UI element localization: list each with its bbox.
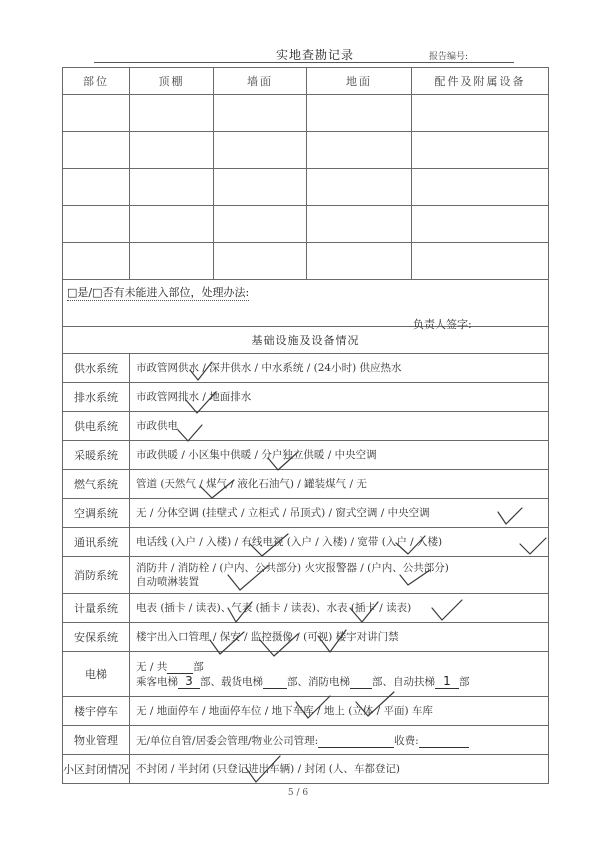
empty-cell[interactable] <box>63 95 130 132</box>
column-header-floor: 地面 <box>307 68 412 95</box>
passenger-elevator-count[interactable]: 3 <box>178 674 200 689</box>
empty-cell[interactable] <box>412 169 549 206</box>
survey-blank-row <box>63 169 549 206</box>
column-header-fittings: 配件及附属设备 <box>412 68 549 95</box>
empty-cell[interactable] <box>130 95 214 132</box>
infra-value[interactable]: 市政管网供水 / 深井供水 / 中水系统 / (24小时) 供应热水 <box>130 354 549 383</box>
infra-label: 安保系统 <box>63 623 130 652</box>
property-fee-label: 收费: <box>394 734 419 747</box>
empty-cell[interactable] <box>307 95 412 132</box>
infra-value[interactable]: 市政供暖 / 小区集中供暖 / 分户独立供暖 / 中央空调 <box>130 441 549 470</box>
empty-cell[interactable] <box>307 206 412 243</box>
survey-table <box>62 67 549 784</box>
page-number: 5 / 6 <box>287 788 309 798</box>
elevator-line-2 <box>136 674 548 689</box>
infra-row-air-conditioning <box>63 499 549 528</box>
infra-row-fire-protection <box>63 557 549 594</box>
empty-cell[interactable] <box>130 169 214 206</box>
empty-cell[interactable] <box>307 243 412 280</box>
empty-cell[interactable] <box>130 206 214 243</box>
infra-row-elevator <box>63 652 549 697</box>
title-divider <box>94 62 514 63</box>
infra-value[interactable]: 市政管网排水 / 地面排水 <box>130 383 549 412</box>
survey-blank-row <box>63 243 549 280</box>
empty-cell[interactable] <box>307 169 412 206</box>
infra-row-communication <box>63 528 549 557</box>
page-title: 实地查勘记录 <box>276 48 355 62</box>
property-management-options: 无/单位自管/居委会管理/物业公司管理: <box>136 734 319 747</box>
survey-blank-row <box>63 132 549 169</box>
elevator-total-blank[interactable] <box>167 659 193 674</box>
escalator-count[interactable]: 1 <box>435 674 459 689</box>
infra-label: 小区封闭情况 <box>63 755 130 784</box>
infra-label: 通讯系统 <box>63 528 130 557</box>
infra-label: 楼宇停车 <box>63 697 130 726</box>
infra-row-parking <box>63 697 549 726</box>
report-number-label: 报告编号: <box>429 52 469 62</box>
passenger-elevator-label: 乘客电梯 <box>136 676 178 688</box>
infra-value[interactable]: 不封闭 / 半封闭 (只登记进出车辆) / 封闭 (人、车都登记) <box>130 755 549 784</box>
survey-blank-row <box>63 95 549 132</box>
empty-cell[interactable] <box>412 132 549 169</box>
column-header-ceiling: 顶棚 <box>130 68 214 95</box>
infra-row-gas <box>63 470 549 499</box>
infra-row-property-management <box>63 726 549 755</box>
infra-row-enclosure <box>63 755 549 784</box>
empty-cell[interactable] <box>214 206 307 243</box>
signer-label: 负责人签字: <box>413 318 472 331</box>
infra-label: 燃气系统 <box>63 470 130 499</box>
infra-row-drainage <box>63 383 549 412</box>
property-management-value[interactable] <box>130 726 549 755</box>
infra-value[interactable]: 电话线 (入户 / 入楼) / 有线电视 (入户 / 入楼) / 宽带 (入户 / 入楼) <box>130 528 549 557</box>
infra-label: 空调系统 <box>63 499 130 528</box>
infra-value[interactable]: 楼宇出入口管理 / 保安 / 监控摄像 / (可视) 楼宇对讲门禁 <box>130 623 549 652</box>
empty-cell[interactable] <box>63 169 130 206</box>
infra-row-water-supply <box>63 354 549 383</box>
infra-value[interactable]: 管道 (天然气 / 煤气 / 液化石油气) / 罐装煤气 / 无 <box>130 470 549 499</box>
empty-cell[interactable] <box>412 95 549 132</box>
empty-cell[interactable] <box>63 243 130 280</box>
property-fee-blank[interactable] <box>419 733 469 748</box>
survey-blank-row <box>63 206 549 243</box>
empty-cell[interactable] <box>130 243 214 280</box>
infra-label: 电梯 <box>63 652 130 697</box>
column-header-wall: 墙面 <box>214 68 307 95</box>
empty-cell[interactable] <box>214 95 307 132</box>
elevator-unit-text: 部 <box>193 661 204 673</box>
infrastructure-title-row <box>63 327 549 354</box>
empty-cell[interactable] <box>63 132 130 169</box>
empty-cell[interactable] <box>214 243 307 280</box>
infra-label: 消防系统 <box>63 557 130 594</box>
fire-elevator-blank[interactable] <box>350 674 372 689</box>
empty-cell[interactable] <box>63 206 130 243</box>
empty-cell[interactable] <box>412 243 549 280</box>
empty-cell[interactable] <box>307 132 412 169</box>
infra-row-heating <box>63 441 549 470</box>
fire-protection-line-2: 自动喷淋装置 <box>136 576 199 588</box>
infra-label: 供电系统 <box>63 412 130 441</box>
access-notice-row <box>63 280 549 327</box>
escalator-label: 部、自动扶梯 <box>372 676 435 688</box>
infra-value[interactable]: 无 / 分体空调 (挂壁式 / 立柜式 / 吊顶式) / 窗式空调 / 中央空调 <box>130 499 549 528</box>
access-notice-cell[interactable] <box>63 280 549 331</box>
elevator-none-text: 无 / 共 <box>136 661 168 673</box>
infra-row-power <box>63 412 549 441</box>
empty-cell[interactable] <box>214 132 307 169</box>
cargo-elevator-label: 部、载货电梯 <box>200 676 263 688</box>
empty-cell[interactable] <box>214 169 307 206</box>
fire-elevator-label: 部、消防电梯 <box>287 676 350 688</box>
fire-protection-line-1: 消防井 / 消防栓 / (户内、公共部分) 火灾报警器 / (户内、公共部分) <box>136 562 449 574</box>
elevator-line-1 <box>136 659 548 674</box>
infra-label: 物业管理 <box>63 726 130 755</box>
infra-value[interactable]: 市政供电 <box>130 412 549 441</box>
survey-header-row <box>63 68 549 95</box>
infra-row-security <box>63 623 549 652</box>
cargo-elevator-blank[interactable] <box>263 674 287 689</box>
infra-value[interactable]: 无 / 地面停车 / 地面停车位 / 地下车库 / 地上 (立体 / 平面) 车库 <box>130 697 549 726</box>
property-company-blank[interactable] <box>318 733 394 748</box>
empty-cell[interactable] <box>130 132 214 169</box>
infra-label: 供水系统 <box>63 354 130 383</box>
escalator-unit-text: 部 <box>459 676 470 688</box>
empty-cell[interactable] <box>412 206 549 243</box>
infrastructure-title: 基础设施及设备情况 <box>63 327 549 354</box>
access-notice-text: □是/□否有未能进入部位，处理办法: <box>67 286 250 299</box>
infra-value[interactable]: 电表 (插卡 / 读表)、气表 (插卡 / 读表)、水表 (插卡 / 读表) <box>130 594 549 623</box>
infra-label: 排水系统 <box>63 383 130 412</box>
infra-row-metering <box>63 594 549 623</box>
infra-label: 采暖系统 <box>63 441 130 470</box>
infra-label: 计量系统 <box>63 594 130 623</box>
elevator-value[interactable] <box>130 652 549 697</box>
column-header-part: 部位 <box>63 68 130 95</box>
infra-value[interactable] <box>130 557 549 594</box>
